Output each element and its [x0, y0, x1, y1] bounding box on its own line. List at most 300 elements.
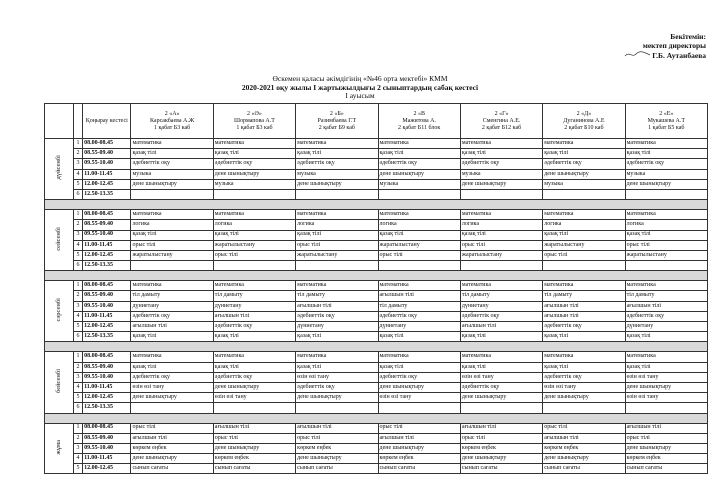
class-room: 1 қабат Б3 каб	[236, 124, 273, 131]
class-name: 2 «Е»	[659, 110, 674, 117]
lesson-time: 12.00-12.45	[83, 464, 131, 474]
subject-cell: жаратылыстану	[296, 250, 378, 260]
subject-cell: қазақ тілі	[543, 149, 625, 159]
subject-cell: ағылшын тілі	[460, 423, 542, 433]
subject-cell: өзін өзі тану	[460, 372, 542, 382]
day-cell	[45, 281, 74, 342]
lesson-time: 12.00-12.45	[83, 393, 131, 403]
day-name: сейсенбі	[55, 226, 63, 251]
subject-cell: орыс тілі	[543, 423, 625, 433]
table-row	[45, 159, 708, 169]
subject-cell: ағылшын тілі	[625, 423, 707, 433]
subject-cell: дене шынықтыру	[131, 179, 213, 189]
approval-line-3	[622, 50, 706, 60]
subject-cell: ағылшын тілі	[131, 322, 213, 332]
subject-cell: музыка	[625, 169, 707, 179]
subject-cell: өзін өзі тану	[213, 393, 295, 403]
day-cell	[45, 139, 74, 200]
subject-cell: әдебиеттік оқу	[296, 159, 378, 169]
lesson-time: 09.55-10.40	[83, 372, 131, 382]
subject-cell: математика	[625, 352, 707, 362]
subject-cell: ағылшын тілі	[213, 311, 295, 321]
subject-cell: көркем еңбек	[131, 443, 213, 453]
subject-cell: математика	[460, 210, 542, 220]
subject-cell: ағылшын тілі	[543, 433, 625, 443]
subject-cell: дене шынықтыру	[543, 454, 625, 464]
lesson-time: 11.00-11.45	[83, 454, 131, 464]
subject-cell: сынып сағаты	[213, 464, 295, 474]
table-row	[45, 220, 708, 230]
lesson-time: 08.55-09.40	[83, 220, 131, 230]
subject-cell: қазақ тілі	[131, 362, 213, 372]
subject-cell	[543, 261, 625, 271]
lesson-number: 1	[73, 423, 82, 433]
subject-cell: дүниетану	[378, 322, 460, 332]
subject-cell: музыка	[378, 179, 460, 189]
subject-cell	[131, 189, 213, 199]
table-row	[45, 393, 708, 403]
subject-cell: математика	[131, 352, 213, 362]
class-name: 2 «Г»	[494, 110, 509, 117]
lesson-number: 2	[73, 362, 82, 372]
subject-cell: математика	[625, 281, 707, 291]
subject-cell: математика	[378, 139, 460, 149]
subject-cell: көркем еңбек	[460, 443, 542, 453]
subject-cell: математика	[460, 281, 542, 291]
day-separator	[45, 200, 708, 210]
subject-cell	[213, 261, 295, 271]
subject-cell: қазақ тілі	[543, 362, 625, 372]
lesson-number: 5	[73, 179, 82, 189]
subject-cell: сынып сағаты	[131, 464, 213, 474]
lesson-number: 5	[73, 464, 82, 474]
header-row	[45, 104, 708, 139]
document-heading	[0, 75, 720, 101]
subject-cell: дене шынықтыру	[213, 169, 295, 179]
table-row	[45, 322, 708, 332]
lesson-number: 6	[73, 332, 82, 342]
lesson-time: 09.55-10.40	[83, 159, 131, 169]
subject-cell: орыс тілі	[296, 240, 378, 250]
subject-cell: математика	[296, 139, 378, 149]
subject-cell: қазақ тілі	[378, 230, 460, 240]
subject-cell: дене шынықтыру	[378, 169, 460, 179]
lesson-time: 12.50-13.35	[83, 261, 131, 271]
subject-cell	[378, 189, 460, 199]
lesson-time: 12.50-13.35	[83, 403, 131, 413]
subject-cell: музыка	[543, 179, 625, 189]
class-header	[625, 104, 707, 139]
lesson-number: 5	[73, 393, 82, 403]
school-name: Өскемен қаласы әкімдігінің «№46 орта мектебі» КММ	[272, 74, 448, 83]
subject-cell: математика	[131, 281, 213, 291]
class-teacher: Мукашева А.Т	[647, 117, 685, 124]
subject-cell: жаратылыстану	[213, 240, 295, 250]
table-row	[45, 433, 708, 443]
subject-cell: жаратылыстану	[131, 250, 213, 260]
day-separator	[45, 413, 708, 423]
subject-cell: тіл дамыту	[131, 291, 213, 301]
subject-cell: қазақ тілі	[378, 149, 460, 159]
lesson-number: 1	[73, 210, 82, 220]
subject-cell: ағылшын тілі	[296, 423, 378, 433]
subject-cell: әдебиеттік оқу	[296, 382, 378, 392]
lesson-number: 5	[73, 250, 82, 260]
day-cell	[45, 352, 74, 413]
lesson-number: 4	[73, 311, 82, 321]
subject-cell: әдебиеттік оқу	[213, 322, 295, 332]
subject-cell: қазақ тілі	[378, 362, 460, 372]
class-header	[296, 104, 378, 139]
subject-cell: дене шынықтыру	[131, 393, 213, 403]
table-row	[45, 149, 708, 159]
subject-cell: өзін өзі тану	[543, 382, 625, 392]
subject-cell	[625, 189, 707, 199]
subject-cell: қазақ тілі	[543, 230, 625, 240]
class-room: 2 қабат Б12 каб	[481, 124, 522, 131]
subject-cell: математика	[543, 352, 625, 362]
day-name: дүйсенбі	[55, 155, 63, 180]
subject-cell: өзін өзі тану	[296, 372, 378, 382]
subject-cell	[460, 189, 542, 199]
subject-cell: дүниетану	[213, 301, 295, 311]
subject-cell: дене шынықтыру	[213, 382, 295, 392]
lesson-number: 2	[73, 149, 82, 159]
subject-cell: әдебиеттік оқу	[378, 311, 460, 321]
day-separator	[45, 271, 708, 281]
subject-cell: ағылшын тілі	[543, 311, 625, 321]
day-name: жұма	[55, 439, 63, 455]
class-name: 2 «А»	[164, 110, 180, 117]
approval-line-2: мектеп директоры	[642, 41, 706, 50]
table-row	[45, 352, 708, 362]
subject-cell: тіл дамыту	[543, 291, 625, 301]
subject-cell: дене шынықтыру	[460, 179, 542, 189]
subject-cell: математика	[378, 210, 460, 220]
subject-cell: әдебиеттік оқу	[296, 311, 378, 321]
subject-cell: ағылшын тілі	[460, 322, 542, 332]
subject-cell	[131, 403, 213, 413]
subject-cell: жаратылыстану	[625, 250, 707, 260]
class-name: 2 «Д»	[576, 110, 592, 117]
lesson-number: 1	[73, 281, 82, 291]
class-name: 2 «Ә»	[247, 110, 262, 117]
day-cell	[45, 423, 74, 474]
subject-cell: жаратылыстану	[543, 240, 625, 250]
subject-cell: математика	[378, 352, 460, 362]
subject-cell: орыс тілі	[625, 433, 707, 443]
lesson-number: 2	[73, 291, 82, 301]
subject-cell: өзін өзі тану	[625, 372, 707, 382]
subject-cell: қазақ тілі	[543, 332, 625, 342]
lesson-time: 09.55-10.40	[83, 443, 131, 453]
lesson-time: 08.55-09.40	[83, 433, 131, 443]
subject-cell	[378, 403, 460, 413]
subject-cell: логика	[131, 220, 213, 230]
lesson-number: 4	[73, 382, 82, 392]
class-room: 2 қабат Б10 каб	[564, 124, 604, 131]
approval-line-1: Бекітемін:	[670, 32, 706, 41]
subject-cell: орыс тілі	[543, 250, 625, 260]
subject-cell: ағылшын тілі	[296, 301, 378, 311]
subject-cell: математика	[213, 352, 295, 362]
subject-cell: қазақ тілі	[296, 149, 378, 159]
subject-cell: ағылшын тілі	[213, 423, 295, 433]
subject-cell: дүниетану	[131, 301, 213, 311]
lesson-number: 3	[73, 443, 82, 453]
subject-cell: әдебиеттік оқу	[213, 372, 295, 382]
lesson-time: 12.50-13.35	[83, 189, 131, 199]
class-teacher: Дуганинова А.Е	[563, 117, 605, 124]
lesson-number: 3	[73, 372, 82, 382]
table-row	[45, 210, 708, 220]
subject-cell: музыка	[296, 169, 378, 179]
lesson-number: 4	[73, 169, 82, 179]
lesson-number: 2	[73, 220, 82, 230]
subject-cell: сынып сағаты	[625, 464, 707, 474]
lesson-number: 6	[73, 403, 82, 413]
subject-cell: музыка	[131, 169, 213, 179]
subject-cell: қазақ тілі	[296, 230, 378, 240]
subject-cell: математика	[460, 352, 542, 362]
table-row	[45, 464, 708, 474]
subject-cell: математика	[296, 352, 378, 362]
subject-cell: қазақ тілі	[131, 149, 213, 159]
lesson-time: 12.00-12.45	[83, 250, 131, 260]
table-row	[45, 372, 708, 382]
subject-cell: қазақ тілі	[213, 230, 295, 240]
table-row	[45, 362, 708, 372]
class-header	[131, 104, 213, 139]
signature	[622, 50, 652, 60]
subject-cell: математика	[296, 281, 378, 291]
lesson-number: 3	[73, 230, 82, 240]
subject-cell: орыс тілі	[378, 250, 460, 260]
subject-cell: дене шынықтыру	[460, 454, 542, 464]
subject-cell: қазақ тілі	[460, 230, 542, 240]
subject-cell: орыс тілі	[131, 423, 213, 433]
subject-cell	[378, 261, 460, 271]
subject-cell: қазақ тілі	[131, 230, 213, 240]
subject-cell: дене шынықтыру	[625, 179, 707, 189]
subject-cell: математика	[213, 210, 295, 220]
subject-cell: көркем еңбек	[543, 443, 625, 453]
table-row	[45, 332, 708, 342]
table-row	[45, 240, 708, 250]
call-schedule-header: Қоңырау кестесі	[83, 104, 131, 139]
subject-cell: музыка	[460, 169, 542, 179]
subject-cell: ағылшын тілі	[625, 301, 707, 311]
table-row	[45, 403, 708, 413]
table-row	[45, 179, 708, 189]
subject-cell: дене шынықтыру	[296, 393, 378, 403]
lesson-time: 09.55-10.40	[83, 301, 131, 311]
lesson-time: 08.00-08.45	[83, 139, 131, 149]
day-separator	[45, 342, 708, 352]
subject-cell: дүниетану	[460, 301, 542, 311]
class-teacher: Шормапова А.Т	[234, 117, 275, 124]
lesson-time: 08.00-08.45	[83, 352, 131, 362]
table-row	[45, 423, 708, 433]
table-row	[45, 250, 708, 260]
day-name: бейсенбі	[55, 368, 63, 393]
subject-cell: логика	[213, 220, 295, 230]
subject-cell: әдебиеттік оқу	[543, 159, 625, 169]
subject-cell: әдебиеттік оқу	[460, 311, 542, 321]
subject-cell: математика	[378, 281, 460, 291]
subject-cell: өзін өзі тану	[378, 393, 460, 403]
lesson-number: 3	[73, 301, 82, 311]
lesson-number: 1	[73, 139, 82, 149]
subject-cell: қазақ тілі	[625, 362, 707, 372]
subject-cell: логика	[625, 220, 707, 230]
lesson-time: 08.55-09.40	[83, 362, 131, 372]
class-teacher: Разимбаева Г.Т	[317, 117, 357, 124]
subject-cell	[625, 403, 707, 413]
subject-cell: математика	[296, 210, 378, 220]
lesson-number: 3	[73, 159, 82, 169]
subject-cell: қазақ тілі	[460, 332, 542, 342]
subject-cell: тіл дамыту	[213, 291, 295, 301]
subject-cell: ағылшын тілі	[378, 291, 460, 301]
subject-cell: қазақ тілі	[131, 332, 213, 342]
lesson-number: 1	[73, 352, 82, 362]
subject-cell: дене шынықтыру	[296, 179, 378, 189]
subject-cell: математика	[131, 210, 213, 220]
subject-cell	[460, 261, 542, 271]
subject-cell: өзін өзі тану	[625, 393, 707, 403]
lesson-time: 11.00-11.45	[83, 311, 131, 321]
subject-cell: математика	[213, 281, 295, 291]
subject-cell	[543, 189, 625, 199]
subject-cell: математика	[543, 210, 625, 220]
subject-cell: қазақ тілі	[460, 149, 542, 159]
table-row	[45, 291, 708, 301]
subject-cell: тіл дамыту	[460, 291, 542, 301]
table-row	[45, 454, 708, 464]
subject-cell: логика	[296, 220, 378, 230]
lesson-time: 11.00-11.45	[83, 169, 131, 179]
subject-cell: орыс тілі	[131, 240, 213, 250]
subject-cell: қазақ тілі	[213, 149, 295, 159]
director-name: Г.Б. Аутанбаева	[652, 51, 706, 60]
subject-cell: жаратылыстану	[460, 250, 542, 260]
subject-cell: әдебиеттік оқу	[460, 159, 542, 169]
lesson-number: 6	[73, 261, 82, 271]
subject-cell: әдебиеттік оқу	[213, 159, 295, 169]
subject-cell: жаратылыстану	[378, 240, 460, 250]
table-row	[45, 169, 708, 179]
class-header	[378, 104, 460, 139]
lesson-time: 11.00-11.45	[83, 240, 131, 250]
subject-cell: әдебиеттік оқу	[543, 372, 625, 382]
lesson-time: 12.00-12.45	[83, 179, 131, 189]
table-row	[45, 261, 708, 271]
subject-cell: дене шынықтыру	[460, 393, 542, 403]
lesson-number: 6	[73, 189, 82, 199]
subject-cell: дене шынықтыру	[378, 382, 460, 392]
subject-cell: дүниетану	[625, 322, 707, 332]
class-teacher: Мажитова А.	[402, 117, 437, 124]
table-row	[45, 281, 708, 291]
subject-cell: математика	[543, 139, 625, 149]
subject-cell	[296, 189, 378, 199]
subject-cell: математика	[543, 281, 625, 291]
table-row	[45, 230, 708, 240]
subject-cell: орыс тілі	[213, 433, 295, 443]
day-cell	[45, 210, 74, 271]
subject-cell: дене шынықтыру	[625, 443, 707, 453]
class-name: 2 «Б»	[329, 110, 344, 117]
lesson-time: 08.00-08.45	[83, 210, 131, 220]
class-room: 2 қабат Б9 каб	[318, 124, 355, 131]
subject-cell: әдебиеттік оқу	[625, 311, 707, 321]
subject-cell: ағылшын тілі	[378, 433, 460, 443]
subject-cell: логика	[460, 220, 542, 230]
subject-cell	[296, 403, 378, 413]
subject-cell: орыс тілі	[460, 240, 542, 250]
subject-cell: өзін өзі тану	[131, 382, 213, 392]
table-row	[45, 382, 708, 392]
subject-cell: математика	[625, 210, 707, 220]
subject-cell: тіл дамыту	[296, 291, 378, 301]
subject-cell: қазақ тілі	[213, 332, 295, 342]
subject-cell	[131, 261, 213, 271]
subject-cell: қазақ тілі	[296, 332, 378, 342]
subject-cell: сынып сағаты	[378, 464, 460, 474]
subject-cell: орыс тілі	[213, 250, 295, 260]
subject-cell: дене шынықтыру	[625, 382, 707, 392]
lesson-number: 4	[73, 240, 82, 250]
table-row	[45, 139, 708, 149]
subject-cell: қазақ тілі	[625, 230, 707, 240]
subject-cell: көркем еңбек	[378, 454, 460, 464]
subject-cell: тіл дамыту	[378, 301, 460, 311]
class-header	[213, 104, 295, 139]
class-header	[543, 104, 625, 139]
lesson-time: 08.00-08.45	[83, 281, 131, 291]
subject-cell: дене шынықтыру	[296, 454, 378, 464]
shift-label: I ауысым	[345, 91, 375, 101]
lesson-time: 12.00-12.45	[83, 322, 131, 332]
subject-cell	[543, 403, 625, 413]
subject-cell: орыс тілі	[460, 433, 542, 443]
class-header	[460, 104, 542, 139]
subject-cell: математика	[625, 139, 707, 149]
subject-cell: логика	[543, 220, 625, 230]
subject-cell: ағылшын тілі	[543, 301, 625, 311]
subject-cell: математика	[460, 139, 542, 149]
table-row	[45, 189, 708, 199]
subject-cell: орыс тілі	[378, 423, 460, 433]
subject-cell: дене шынықтыру	[378, 443, 460, 453]
subject-cell: сынып сағаты	[543, 464, 625, 474]
table-row	[45, 443, 708, 453]
class-room: 1 қабат Б5 каб	[648, 124, 685, 131]
lesson-number: 2	[73, 433, 82, 443]
lesson-time: 08.55-09.40	[83, 291, 131, 301]
subject-cell: көркем еңбек	[625, 454, 707, 464]
day-name: сәрсенбі	[55, 297, 63, 322]
schedule-title: 2020-2021 оқу жылы I жартыжылдығы 2 сыныптардың сабақ кестесі	[241, 82, 479, 92]
subject-cell: көркем еңбек	[213, 454, 295, 464]
subject-cell: сынып сағаты	[296, 464, 378, 474]
class-teacher: Сменгина А.Е.	[482, 117, 521, 124]
subject-cell: әдебиеттік оқу	[378, 159, 460, 169]
subject-cell: қазақ тілі	[378, 332, 460, 342]
subject-cell: логика	[378, 220, 460, 230]
subject-cell: қазақ тілі	[296, 362, 378, 372]
